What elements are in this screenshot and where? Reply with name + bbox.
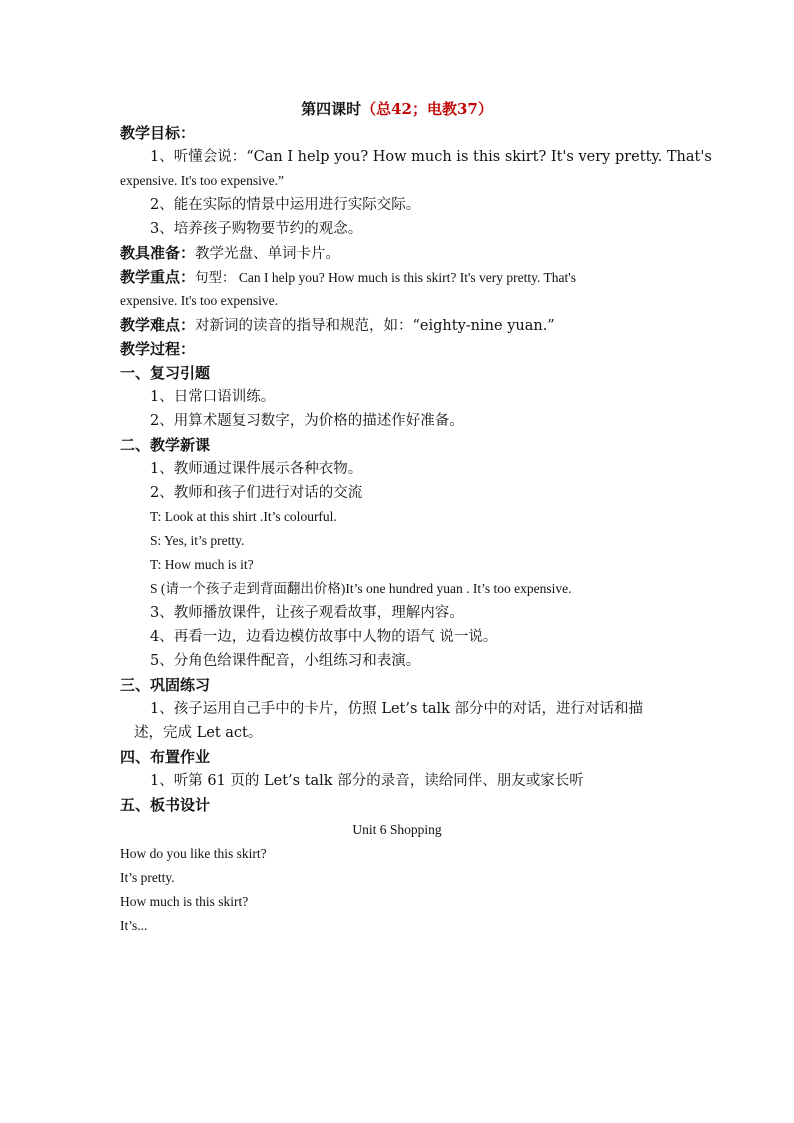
section-3-item-1-line-1: 1、孩子运用自己手中的卡片，仿照 Let’s talk 部分中的对话，进行对话和描 bbox=[150, 701, 644, 717]
section-4-heading: 四、布置作业 bbox=[120, 748, 211, 766]
key-points-text-2: expensive. It's too expensive. bbox=[120, 293, 279, 308]
board-line-4: It’s... bbox=[120, 918, 148, 933]
objective-3: 3、培养孩子购物要节约的观念。 bbox=[150, 221, 363, 237]
section-4-item-1: 1、听第 61 页的 Let’s talk 部分的录音，读给同伴、朋友或家长听 bbox=[150, 773, 584, 789]
section-1-item-2: 2、用算术题复习数字，为价格的描述作好准备。 bbox=[150, 413, 464, 429]
section-1-item-1: 1、日常口语训练。 bbox=[150, 389, 276, 405]
materials-line bbox=[120, 244, 340, 263]
dialogue-line-4: S (请一个孩子走到背面翻出价格)It’s one hundred yuan . It’s too expensive. bbox=[150, 581, 572, 596]
dialogue-line-1: T: Look at this shirt .It’s colourful. bbox=[150, 509, 337, 524]
section-2-item-4: 4、再看一边，边看边模仿故事中人物的语气 说一说。 bbox=[150, 629, 498, 645]
difficulties-label: 教学难点： bbox=[120, 316, 196, 334]
board-line-2: It’s pretty. bbox=[120, 870, 175, 885]
lesson-title bbox=[0, 100, 794, 118]
process-heading: 教学过程： bbox=[120, 340, 196, 358]
section-2-item-1: 1、教师通过课件展示各种衣物。 bbox=[150, 461, 363, 477]
difficulties-line bbox=[120, 316, 555, 335]
section-1-heading: 一、复习引题 bbox=[120, 364, 211, 382]
objective-1-line-2: expensive. It's too expensive.” bbox=[120, 173, 285, 188]
materials-text: 教学光盘、单词卡片。 bbox=[195, 246, 341, 262]
objective-2: 2、能在实际的情景中运用进行实际交际。 bbox=[150, 197, 421, 213]
dialogue-line-2: S: Yes, it’s pretty. bbox=[150, 533, 245, 548]
lesson-title-main: 第四课时 bbox=[301, 100, 362, 118]
section-2-item-3: 3、教师播放课件，让孩子观看故事，理解内容。 bbox=[150, 605, 464, 621]
board-line-3: How much is this skirt? bbox=[120, 894, 249, 909]
key-points-text-1: 句型： Can I help you? How much is this skirt? It's very pretty. That's bbox=[195, 270, 576, 285]
key-points-label: 教学重点： bbox=[120, 268, 196, 286]
section-2-heading: 二、教学新课 bbox=[120, 436, 211, 454]
section-2-item-5: 5、分角色给课件配音，小组练习和表演。 bbox=[150, 653, 421, 669]
board-title: Unit 6 Shopping bbox=[352, 822, 442, 837]
section-3-heading: 三、巩固练习 bbox=[120, 676, 211, 694]
lesson-title-note: （总42；电教37） bbox=[361, 100, 493, 118]
difficulties-text: 对新词的读音的指导和规范，如：“eighty-nine yuan.” bbox=[195, 318, 555, 334]
section-2-item-2: 2、教师和孩子们进行对话的交流 bbox=[150, 485, 363, 501]
board-line-1: How do you like this skirt? bbox=[120, 846, 267, 861]
materials-label: 教具准备： bbox=[120, 244, 196, 262]
section-3-item-1-line-2: 述，完成 Let act。 bbox=[134, 725, 263, 741]
dialogue-line-3: T: How much is it? bbox=[150, 557, 254, 572]
objective-1-line-1: 1、听懂会说：“Can I help you? How much is this skirt? It's very pretty. That's bbox=[150, 149, 712, 165]
key-points-line bbox=[120, 268, 576, 287]
objectives-heading: 教学目标： bbox=[120, 124, 196, 142]
section-5-heading: 五、板书设计 bbox=[120, 796, 211, 814]
